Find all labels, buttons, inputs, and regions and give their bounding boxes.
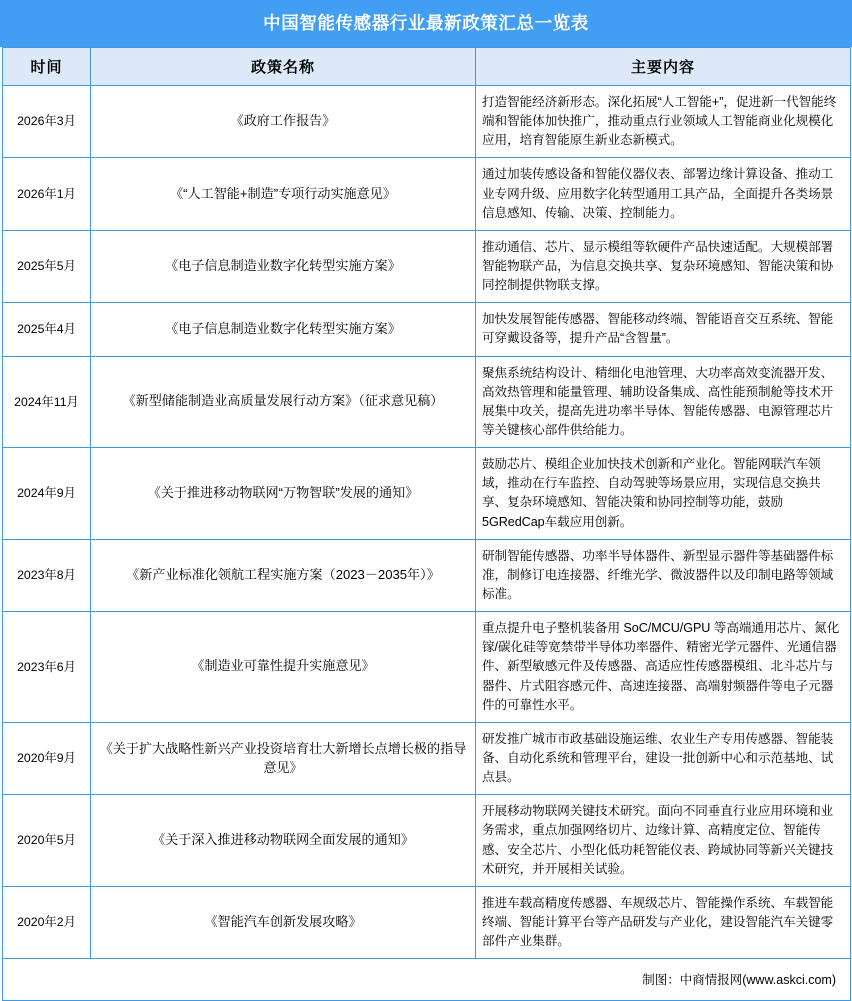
cell-time: 2023年8月: [3, 539, 91, 611]
page-title: 中国智能传感器行业最新政策汇总一览表: [263, 12, 589, 33]
cell-time: 2026年3月: [3, 86, 91, 158]
table-header-row: [3, 48, 851, 86]
table-row: [3, 795, 851, 887]
table-row: [3, 356, 851, 448]
credit-text: 制图：中商情报网(www.askci.com): [3, 959, 851, 1001]
cell-policy-name: 《电子信息制造业数字化转型实施方案》: [91, 303, 476, 356]
cell-main-content: 研发推广城市市政基础设施运维、农业生产专用传感器、智能装备、自动化系统和管理平台，建设一批创新中心和示范基地、试点县。: [476, 722, 851, 794]
table-row: [3, 158, 851, 230]
cell-main-content: 聚焦系统结构设计、精细化电池管理、大功率高效变流器开发、高效热管理和能量管理、辅助设备集成、高性能预制舱等技术开展集中攻关，提高先进功率半导体、智能传感器、电源管理芯片等关键核心部件供给能力。: [476, 356, 851, 448]
cell-policy-name: 《政府工作报告》: [91, 86, 476, 158]
cell-main-content: 打造智能经济新形态。深化拓展“人工智能+”，促进新一代智能终端和智能体加快推广，推动重点行业领域人工智能商业化规模化应用，培育智能原生新业态新模式。: [476, 86, 851, 158]
cell-time: 2026年1月: [3, 158, 91, 230]
cell-time: 2020年2月: [3, 886, 91, 958]
cell-time: 2024年11月: [3, 356, 91, 448]
column-header-policy-name: 政策名称: [91, 48, 476, 86]
cell-policy-name: 《智能汽车创新发展攻略》: [91, 886, 476, 958]
cell-main-content: 研制智能传感器、功率半导体器件、新型显示器件等基础器件标准，制修订电连接器、纤维光学、微波器件以及印制电路等领域标准。: [476, 539, 851, 611]
cell-time: 2023年6月: [3, 612, 91, 723]
cell-policy-name: 《关于推进移动物联网“万物智联”发展的通知》: [91, 448, 476, 540]
cell-time: 2025年5月: [3, 230, 91, 302]
cell-main-content: 开展移动物联网关键技术研究。面向不同垂直行业应用环境和业务需求，重点加强网络切片、边缘计算、高精度定位、智能传感、安全芯片、小型化低功耗智能仪表、跨域协同等新兴关键技术研究，并开展相关试验。: [476, 795, 851, 887]
cell-time: 2020年5月: [3, 795, 91, 887]
table-header: [3, 48, 851, 86]
cell-policy-name: 《新产业标准化领航工程实施方案（2023－2035年）》: [91, 539, 476, 611]
cell-time: 2024年9月: [3, 448, 91, 540]
cell-policy-name: 《关于深入推进移动物联网全面发展的通知》: [91, 795, 476, 887]
policy-table: [2, 47, 851, 1001]
cell-policy-name: 《“人工智能+制造”专项行动实施意见》: [91, 158, 476, 230]
column-header-main-content: 主要内容: [476, 48, 851, 86]
cell-main-content: 加快发展智能传感器、智能移动终端、智能语音交互系统、智能可穿戴设备等，提升产品“含智量”。: [476, 303, 851, 356]
table-row: [3, 230, 851, 302]
cell-main-content: 推动通信、芯片、显示模组等软硬件产品快速适配。大规模部署智能物联产品，为信息交换共享、复杂环境感知、智能决策和协同控制提供物联支撑。: [476, 230, 851, 302]
cell-time: 2020年9月: [3, 722, 91, 794]
table-row: [3, 86, 851, 158]
cell-policy-name: 《制造业可靠性提升实施意见》: [91, 612, 476, 723]
cell-policy-name: 《新型储能制造业高质量发展行动方案》（征求意见稿）: [91, 356, 476, 448]
cell-policy-name: 《关于扩大战略性新兴产业投资培育壮大新增长点增长极的指导意见》: [91, 722, 476, 794]
cell-main-content: 通过加装传感设备和智能仪器仪表、部署边缘计算设备、推动工业专网升级、应用数字化转型通用工具产品，全面提升各类场景信息感知、传输、决策、控制能力。: [476, 158, 851, 230]
table-footer: [3, 959, 851, 1001]
table-row: [3, 448, 851, 540]
table-container: [0, 47, 852, 1001]
cell-policy-name: 《电子信息制造业数字化转型实施方案》: [91, 230, 476, 302]
page-title-banner: [0, 0, 852, 47]
cell-main-content: 推进车载高精度传感器、车规级芯片、智能操作系统、车载智能终端、智能计算平台等产品研发与产业化，建设智能汽车关键零部件产业集群。: [476, 886, 851, 958]
table-row: [3, 303, 851, 356]
cell-time: 2025年4月: [3, 303, 91, 356]
column-header-time: 时间: [3, 48, 91, 86]
table-row: [3, 886, 851, 958]
cell-main-content: 重点提升电子整机装备用 SoC/MCU/GPU 等高端通用芯片、氮化镓/碳化硅等宽禁带半导体功率器件、精密光学元器件、光通信器件、新型敏感元件及传感器、高适应性传感器模组、北斗芯片与器件、片式阻容感元件、高速连接器、高端射频器件等电子元器件的可靠性水平。: [476, 612, 851, 723]
table-body: [3, 86, 851, 959]
table-row: [3, 722, 851, 794]
table-row: [3, 539, 851, 611]
cell-main-content: 鼓励芯片、模组企业加快技术创新和产业化。智能网联汽车领域，推动在行车监控、自动驾驶等场景应用，实现信息交换共享、复杂环境感知、智能决策和协同控制等功能，鼓励5GRedCap车载应用创新。: [476, 448, 851, 540]
credit-row: [3, 959, 851, 1001]
table-row: [3, 612, 851, 723]
